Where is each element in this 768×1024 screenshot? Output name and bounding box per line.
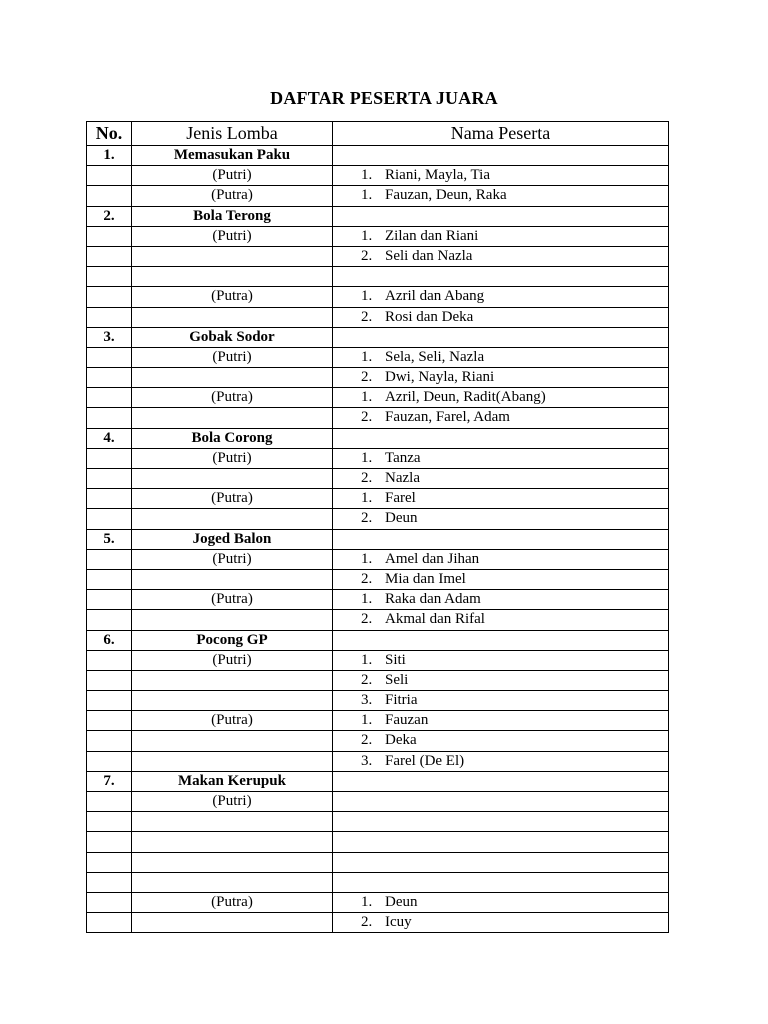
- participant-name: Fauzan, Farel, Adam: [385, 409, 510, 426]
- cell-no: [87, 711, 132, 731]
- cell-no: [87, 590, 132, 610]
- table-row: [87, 771, 669, 791]
- cell-no: [87, 892, 132, 912]
- participant-name: Mia dan Imel: [385, 570, 466, 587]
- table-row: [87, 711, 669, 731]
- cell-nama-peserta: [333, 549, 669, 569]
- cell-no: [87, 509, 132, 529]
- cell-nama-peserta: [333, 771, 669, 791]
- cell-jenis-lomba: [132, 670, 333, 690]
- cell-no: [87, 408, 132, 428]
- cell-no: [87, 469, 132, 489]
- cell-jenis-lomba: [132, 267, 333, 287]
- participant-name: Rosi dan Deka: [385, 308, 474, 325]
- cell-nama-peserta: [333, 590, 669, 610]
- cell-nama-peserta: [333, 509, 669, 529]
- list-number: 1.: [361, 591, 373, 608]
- table-row: [87, 670, 669, 690]
- cell-no: [87, 691, 132, 711]
- participant-name: Seli: [385, 671, 409, 688]
- cell-jenis-lomba: [132, 872, 333, 892]
- cell-no: [87, 246, 132, 266]
- header-no: No.: [87, 122, 132, 146]
- cell-nama-peserta: [333, 569, 669, 589]
- table-row: [87, 347, 669, 367]
- table-row: [87, 569, 669, 589]
- cell-nama-peserta: [333, 751, 669, 771]
- cell-jenis-lomba: [132, 832, 333, 852]
- list-number: 1.: [361, 893, 373, 910]
- table-row: [87, 509, 669, 529]
- cell-nama-peserta: [333, 186, 669, 206]
- table-header-row: [87, 122, 669, 146]
- cell-no: [87, 610, 132, 630]
- table-row: [87, 630, 669, 650]
- table-row: [87, 448, 669, 468]
- cell-jenis-lomba: [132, 469, 333, 489]
- cell-no: [87, 751, 132, 771]
- cell-jenis-lomba: Bola Corong: [132, 428, 333, 448]
- table-row: [87, 812, 669, 832]
- table-row: [87, 832, 669, 852]
- cell-jenis-lomba: (Putri): [132, 166, 333, 186]
- participant-name: Seli dan Nazla: [385, 247, 473, 264]
- list-number: 2.: [361, 308, 373, 325]
- table-row: [87, 892, 669, 912]
- cell-no: [87, 186, 132, 206]
- cell-nama-peserta: [333, 448, 669, 468]
- table-row: [87, 146, 669, 166]
- list-number: 2.: [361, 510, 373, 527]
- table-row: [87, 226, 669, 246]
- participant-name: Riani, Mayla, Tia: [385, 167, 491, 184]
- cell-no: [87, 913, 132, 933]
- participant-name: Farel: [385, 490, 416, 507]
- cell-jenis-lomba: (Putri): [132, 650, 333, 670]
- list-number: 3.: [361, 692, 373, 709]
- cell-nama-peserta: [333, 650, 669, 670]
- list-number: 1.: [361, 167, 373, 184]
- cell-nama-peserta: [333, 368, 669, 388]
- cell-jenis-lomba: (Putri): [132, 347, 333, 367]
- cell-nama-peserta: [333, 731, 669, 751]
- cell-jenis-lomba: [132, 307, 333, 327]
- cell-jenis-lomba: (Putra): [132, 388, 333, 408]
- cell-jenis-lomba: (Putra): [132, 711, 333, 731]
- cell-nama-peserta: [333, 327, 669, 347]
- participant-name: Fauzan: [385, 712, 429, 729]
- cell-jenis-lomba: [132, 610, 333, 630]
- participant-name: Siti: [385, 651, 406, 668]
- table-row: [87, 428, 669, 448]
- cell-jenis-lomba: [132, 569, 333, 589]
- cell-no: [87, 832, 132, 852]
- table-row: [87, 206, 669, 226]
- cell-nama-peserta: [333, 711, 669, 731]
- cell-no: 4.: [87, 428, 132, 448]
- table-row: [87, 590, 669, 610]
- participant-name: Raka dan Adam: [385, 591, 481, 608]
- participant-name: Azril, Deun, Radit(Abang): [385, 389, 546, 406]
- list-number: 1.: [361, 490, 373, 507]
- cell-nama-peserta: [333, 792, 669, 812]
- cell-nama-peserta: [333, 691, 669, 711]
- participant-name: Farel (De El): [385, 752, 465, 769]
- cell-no: [87, 549, 132, 569]
- table-row: [87, 852, 669, 872]
- cell-nama-peserta: [333, 408, 669, 428]
- cell-nama-peserta: [333, 226, 669, 246]
- cell-jenis-lomba: [132, 246, 333, 266]
- table-row: [87, 650, 669, 670]
- cell-nama-peserta: [333, 872, 669, 892]
- list-number: 1.: [361, 389, 373, 406]
- cell-nama-peserta: [333, 388, 669, 408]
- cell-no: [87, 650, 132, 670]
- cell-jenis-lomba: (Putra): [132, 186, 333, 206]
- cell-jenis-lomba: Joged Balon: [132, 529, 333, 549]
- list-number: 3.: [361, 752, 373, 769]
- table-row: [87, 307, 669, 327]
- cell-nama-peserta: [333, 630, 669, 650]
- cell-jenis-lomba: [132, 691, 333, 711]
- cell-jenis-lomba: (Putra): [132, 590, 333, 610]
- header-nama-peserta: Nama Peserta: [333, 122, 669, 146]
- cell-nama-peserta: [333, 166, 669, 186]
- cell-nama-peserta: [333, 287, 669, 307]
- table-row: [87, 872, 669, 892]
- participant-name: Zilan dan Riani: [385, 227, 479, 244]
- cell-nama-peserta: [333, 489, 669, 509]
- participant-name: Fitria: [385, 692, 418, 709]
- cell-nama-peserta: [333, 307, 669, 327]
- cell-nama-peserta: [333, 913, 669, 933]
- table-row: [87, 610, 669, 630]
- cell-no: [87, 670, 132, 690]
- table-row: [87, 913, 669, 933]
- participant-name: Dwi, Nayla, Riani: [385, 369, 495, 386]
- cell-no: [87, 226, 132, 246]
- cell-jenis-lomba: (Putra): [132, 489, 333, 509]
- list-number: 1.: [361, 712, 373, 729]
- cell-jenis-lomba: Gobak Sodor: [132, 327, 333, 347]
- cell-no: [87, 347, 132, 367]
- table-row: [87, 751, 669, 771]
- cell-jenis-lomba: [132, 368, 333, 388]
- table-row: [87, 549, 669, 569]
- table-row: [87, 267, 669, 287]
- cell-nama-peserta: [333, 670, 669, 690]
- cell-no: [87, 792, 132, 812]
- cell-no: [87, 267, 132, 287]
- list-number: 2.: [361, 671, 373, 688]
- table-row: [87, 166, 669, 186]
- page-title: DAFTAR PESERTA JUARA: [270, 88, 498, 108]
- table-row: [87, 287, 669, 307]
- participant-name: Nazla: [385, 470, 420, 486]
- participant-name: Tanza: [385, 449, 421, 466]
- cell-jenis-lomba: [132, 812, 333, 832]
- participant-name: Deka: [385, 732, 417, 749]
- cell-jenis-lomba: [132, 913, 333, 933]
- cell-no: 3.: [87, 327, 132, 347]
- cell-no: [87, 388, 132, 408]
- participant-name: Azril dan Abang: [385, 288, 485, 305]
- cell-nama-peserta: [333, 206, 669, 226]
- table-row: [87, 186, 669, 206]
- table-row: [87, 731, 669, 751]
- table-row: [87, 368, 669, 388]
- table-row: [87, 388, 669, 408]
- cell-jenis-lomba: (Putri): [132, 448, 333, 468]
- cell-no: [87, 307, 132, 327]
- cell-nama-peserta: [333, 428, 669, 448]
- list-number: 2.: [361, 570, 373, 587]
- cell-nama-peserta: [333, 812, 669, 832]
- list-number: 1.: [361, 348, 373, 365]
- cell-jenis-lomba: Bola Terong: [132, 206, 333, 226]
- participant-name: Icuy: [385, 914, 412, 931]
- winners-table: [86, 121, 669, 933]
- cell-jenis-lomba: (Putri): [132, 549, 333, 569]
- participant-name: Akmal dan Rifal: [385, 611, 485, 628]
- table-row: [87, 489, 669, 509]
- list-number: 1.: [361, 449, 373, 466]
- cell-nama-peserta: [333, 146, 669, 166]
- table-row: [87, 691, 669, 711]
- cell-no: [87, 812, 132, 832]
- cell-jenis-lomba: (Putra): [132, 287, 333, 307]
- cell-nama-peserta: [333, 267, 669, 287]
- table-row: [87, 792, 669, 812]
- cell-jenis-lomba: Makan Kerupuk: [132, 771, 333, 791]
- list-number: 2.: [361, 470, 373, 486]
- cell-nama-peserta: [333, 529, 669, 549]
- cell-jenis-lomba: (Putri): [132, 226, 333, 246]
- cell-no: [87, 852, 132, 872]
- participant-name: Amel dan Jihan: [385, 550, 480, 567]
- cell-no: 5.: [87, 529, 132, 549]
- cell-no: [87, 872, 132, 892]
- cell-no: [87, 731, 132, 751]
- list-number: 1.: [361, 288, 373, 305]
- list-number: 2.: [361, 914, 373, 931]
- table-row: [87, 246, 669, 266]
- list-number: 1.: [361, 227, 373, 244]
- header-jenis-lomba: Jenis Lomba: [132, 122, 333, 146]
- cell-jenis-lomba: Pocong GP: [132, 630, 333, 650]
- cell-jenis-lomba: [132, 751, 333, 771]
- cell-nama-peserta: [333, 469, 669, 489]
- cell-jenis-lomba: (Putra): [132, 892, 333, 912]
- cell-no: [87, 166, 132, 186]
- cell-jenis-lomba: (Putri): [132, 792, 333, 812]
- list-number: 2.: [361, 409, 373, 426]
- cell-nama-peserta: [333, 246, 669, 266]
- cell-no: 1.: [87, 146, 132, 166]
- list-number: 1.: [361, 651, 373, 668]
- cell-nama-peserta: [333, 852, 669, 872]
- participant-name: Deun: [385, 510, 418, 527]
- list-number: 2.: [361, 611, 373, 628]
- participant-name: Sela, Seli, Nazla: [385, 348, 485, 365]
- cell-jenis-lomba: [132, 408, 333, 428]
- list-number: 2.: [361, 247, 373, 264]
- cell-nama-peserta: [333, 892, 669, 912]
- list-number: 1.: [361, 550, 373, 567]
- cell-nama-peserta: [333, 347, 669, 367]
- table-row: [87, 327, 669, 347]
- list-number: 1.: [361, 187, 373, 204]
- table-body: [87, 146, 669, 933]
- cell-no: [87, 368, 132, 388]
- cell-no: 6.: [87, 630, 132, 650]
- cell-nama-peserta: [333, 832, 669, 852]
- cell-nama-peserta: [333, 610, 669, 630]
- cell-no: [87, 287, 132, 307]
- cell-jenis-lomba: [132, 731, 333, 751]
- cell-no: [87, 448, 132, 468]
- table-row: [87, 469, 669, 489]
- participant-name: Fauzan, Deun, Raka: [385, 187, 507, 204]
- cell-jenis-lomba: [132, 852, 333, 872]
- participant-name: Deun: [385, 893, 418, 910]
- cell-no: [87, 489, 132, 509]
- table-row: [87, 529, 669, 549]
- cell-no: [87, 569, 132, 589]
- table-row: [87, 408, 669, 428]
- cell-no: 7.: [87, 771, 132, 791]
- cell-jenis-lomba: Memasukan Paku: [132, 146, 333, 166]
- cell-jenis-lomba: [132, 509, 333, 529]
- list-number: 2.: [361, 369, 373, 386]
- cell-no: 2.: [87, 206, 132, 226]
- list-number: 2.: [361, 732, 373, 749]
